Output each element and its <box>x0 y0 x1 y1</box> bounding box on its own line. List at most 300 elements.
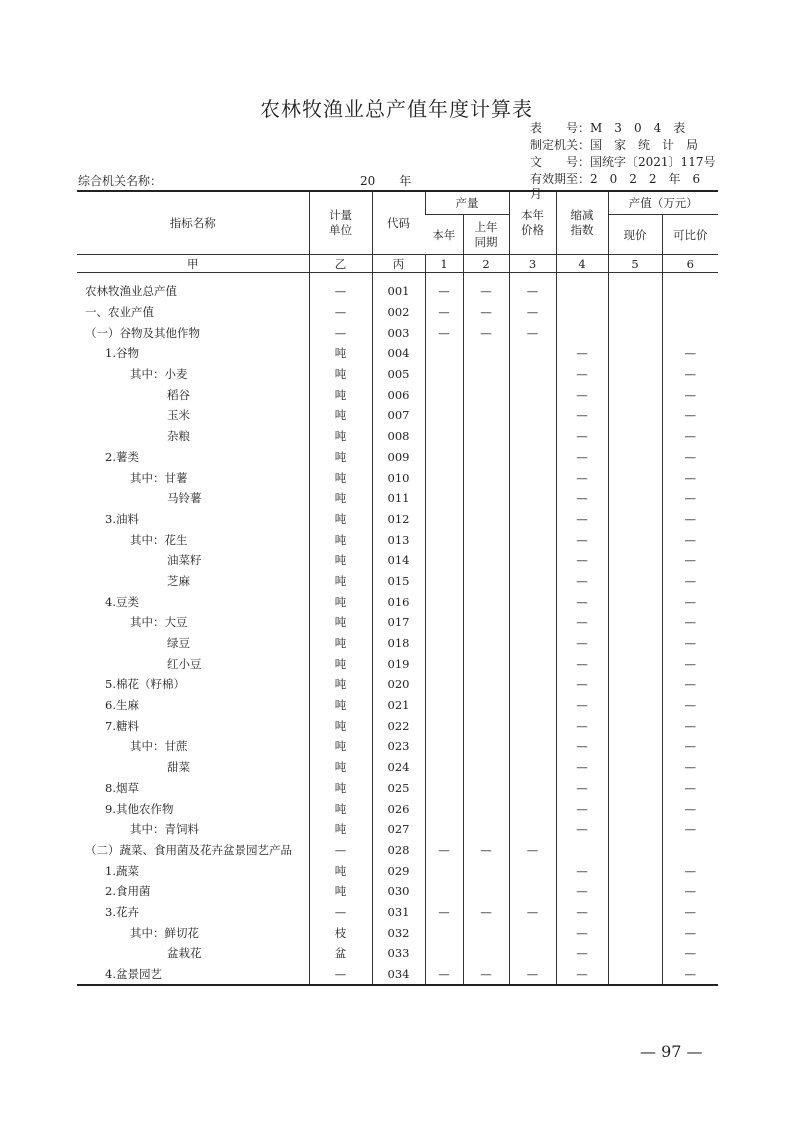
table-row <box>77 778 718 799</box>
row-deflator-text: — <box>576 511 588 526</box>
row-name-text: （一）谷物及其他作物 <box>85 325 200 340</box>
row-current-value <box>608 322 662 343</box>
row-price <box>509 860 556 881</box>
row-output-last-year <box>463 509 509 530</box>
row-price <box>509 902 556 923</box>
row-output-this-year <box>425 798 463 819</box>
table-row <box>77 591 718 612</box>
row-deflator <box>556 343 608 364</box>
row-name-text: 一、农业产值 <box>85 305 154 320</box>
row-unit-text: 吨 <box>334 615 347 630</box>
row-output-this-year <box>425 819 463 840</box>
row-output-last-year <box>463 736 509 757</box>
column-letter-row <box>77 255 718 273</box>
row-output-this-year <box>425 426 463 447</box>
row-unit-text: 吨 <box>334 573 347 588</box>
table-row <box>77 343 718 364</box>
table-row <box>77 964 718 986</box>
row-code <box>372 674 425 695</box>
row-deflator-text: — <box>576 636 588 651</box>
row-deflator-text: — <box>576 884 588 899</box>
row-current-value <box>608 302 662 323</box>
row-unit <box>309 612 372 633</box>
row-output-this-year <box>425 571 463 592</box>
row-unit-text: 吨 <box>334 656 347 671</box>
row-deflator <box>556 653 608 674</box>
row-name <box>77 529 309 550</box>
row-output-last-year <box>463 384 509 405</box>
table-row <box>77 322 718 343</box>
row-name-text: 其中：甘蔗 <box>130 739 188 754</box>
row-output-last-year-text: — <box>480 284 492 299</box>
row-code-text: 026 <box>387 801 410 816</box>
row-comparable-value-text: — <box>684 760 696 775</box>
row-unit-text: — <box>334 904 347 919</box>
row-unit <box>309 922 372 943</box>
row-name <box>77 819 309 840</box>
row-unit-text: 吨 <box>334 429 347 444</box>
row-code-text: 009 <box>387 449 410 464</box>
row-name-text: 1.蔬菜 <box>105 863 139 878</box>
row-unit <box>309 343 372 364</box>
row-comparable-value <box>662 736 718 757</box>
row-comparable-value <box>662 840 718 861</box>
row-deflator <box>556 426 608 447</box>
row-current-value <box>608 550 662 571</box>
row-price <box>509 467 556 488</box>
row-comparable-value-text: — <box>684 780 696 795</box>
row-output-this-year <box>425 591 463 612</box>
row-code <box>372 653 425 674</box>
row-comparable-value <box>662 405 718 426</box>
row-name <box>77 674 309 695</box>
row-code-text: 003 <box>387 325 410 340</box>
row-comparable-value-text: — <box>684 801 696 816</box>
row-deflator <box>556 964 608 986</box>
row-code <box>372 757 425 778</box>
row-name <box>77 405 309 426</box>
row-current-value <box>608 736 662 757</box>
row-current-value <box>608 778 662 799</box>
row-deflator-text: — <box>576 367 588 382</box>
row-name <box>77 736 309 757</box>
row-output-last-year-text: — <box>480 305 492 320</box>
row-name <box>77 964 309 986</box>
row-name-text: 8.烟草 <box>105 780 139 795</box>
row-output-last-year <box>463 550 509 571</box>
row-unit <box>309 405 372 426</box>
row-name <box>77 302 309 323</box>
row-comparable-value <box>662 715 718 736</box>
row-comparable-value-text: — <box>684 739 696 754</box>
row-output-last-year <box>463 322 509 343</box>
row-deflator-text: — <box>576 801 588 816</box>
report-year: 20 年 <box>360 174 412 188</box>
table-row <box>77 695 718 716</box>
row-code <box>372 778 425 799</box>
row-comparable-value-text: — <box>684 822 696 837</box>
row-price-text: — <box>526 842 539 857</box>
row-code-text: 017 <box>387 615 410 630</box>
document-number-label: 文 号： <box>530 155 591 169</box>
row-comparable-value <box>662 322 718 343</box>
row-code <box>372 964 425 986</box>
row-name-text: 2.薯类 <box>105 449 139 464</box>
row-comparable-value-text: — <box>684 925 696 940</box>
row-unit-text: 吨 <box>334 822 347 837</box>
row-comparable-value <box>662 591 718 612</box>
row-current-value <box>608 902 662 923</box>
row-output-last-year <box>463 571 509 592</box>
row-code-text: 012 <box>387 511 410 526</box>
table-row <box>77 840 718 861</box>
row-unit-text: 吨 <box>334 594 347 609</box>
row-current-value <box>608 881 662 902</box>
row-unit <box>309 322 372 343</box>
row-current-value <box>608 633 662 654</box>
row-unit <box>309 426 372 447</box>
row-output-last-year <box>463 273 509 302</box>
row-unit <box>309 819 372 840</box>
row-output-last-year <box>463 819 509 840</box>
row-code <box>372 571 425 592</box>
row-code <box>372 384 425 405</box>
row-current-value <box>608 364 662 385</box>
row-current-value <box>608 819 662 840</box>
row-unit <box>309 715 372 736</box>
row-comparable-value <box>662 426 718 447</box>
row-deflator <box>556 529 608 550</box>
header-price-text: 本年价格 <box>521 208 544 237</box>
row-deflator-text: — <box>576 739 588 754</box>
row-name-text: 9.其他农作物 <box>105 801 174 816</box>
row-name-text: 盆栽花 <box>167 946 202 961</box>
row-unit <box>309 364 372 385</box>
row-name-text: 其中：大豆 <box>130 615 188 630</box>
row-deflator <box>556 550 608 571</box>
table-row <box>77 653 718 674</box>
column-letter: 丙 <box>372 255 425 273</box>
header-deflator-text: 缩减指数 <box>570 208 594 237</box>
row-unit-text: 吨 <box>334 636 347 651</box>
row-output-this-year <box>425 778 463 799</box>
row-code-text: 024 <box>387 760 410 775</box>
row-current-value <box>608 922 662 943</box>
row-unit <box>309 633 372 654</box>
row-deflator-text: — <box>576 967 588 982</box>
row-name-text: 2.食用菌 <box>105 884 151 899</box>
row-output-this-year <box>425 840 463 861</box>
table-body <box>77 273 718 986</box>
form-number-label: 表 号： <box>530 121 591 135</box>
row-code-text: 018 <box>387 636 410 651</box>
row-output-this-year <box>425 902 463 923</box>
table-row <box>77 819 718 840</box>
row-deflator <box>556 612 608 633</box>
row-price-text: — <box>526 284 539 299</box>
row-deflator <box>556 447 608 468</box>
row-name-text: 4.盆景园艺 <box>105 967 162 982</box>
row-unit <box>309 757 372 778</box>
row-name <box>77 447 309 468</box>
table-row <box>77 860 718 881</box>
row-output-this-year <box>425 467 463 488</box>
row-deflator-text: — <box>576 553 588 568</box>
row-comparable-value-text: — <box>684 884 696 899</box>
row-name <box>77 902 309 923</box>
row-output-this-year <box>425 674 463 695</box>
row-deflator-text: — <box>576 780 588 795</box>
row-unit-text: 吨 <box>334 780 347 795</box>
row-price-text: — <box>526 305 539 320</box>
row-unit-text: 吨 <box>334 739 347 754</box>
row-deflator-text: — <box>576 449 588 464</box>
table-row <box>77 447 718 468</box>
header-last-year <box>463 215 509 255</box>
row-price <box>509 840 556 861</box>
row-price <box>509 302 556 323</box>
row-output-last-year <box>463 695 509 716</box>
row-price <box>509 674 556 695</box>
row-output-this-year <box>425 488 463 509</box>
row-unit-text: 吨 <box>334 491 347 506</box>
row-comparable-value-text: — <box>684 387 696 402</box>
row-comparable-value-text: — <box>684 367 696 382</box>
row-comparable-value <box>662 571 718 592</box>
row-current-value <box>608 798 662 819</box>
row-output-last-year <box>463 902 509 923</box>
row-price <box>509 364 556 385</box>
row-current-value <box>608 943 662 964</box>
row-comparable-value-text: — <box>684 429 696 444</box>
row-code-text: 006 <box>387 387 410 402</box>
row-deflator <box>556 695 608 716</box>
row-code-text: 033 <box>387 946 410 961</box>
row-output-last-year <box>463 653 509 674</box>
table-row <box>77 902 718 923</box>
row-code <box>372 633 425 654</box>
row-code <box>372 902 425 923</box>
row-code <box>372 467 425 488</box>
row-unit <box>309 902 372 923</box>
row-comparable-value <box>662 922 718 943</box>
row-deflator <box>556 840 608 861</box>
table-row <box>77 509 718 530</box>
row-current-value <box>608 715 662 736</box>
row-comparable-value <box>662 943 718 964</box>
row-code <box>372 612 425 633</box>
row-deflator-text: — <box>576 429 588 444</box>
row-name-text: 玉米 <box>167 408 190 423</box>
row-deflator <box>556 364 608 385</box>
row-comparable-value <box>662 488 718 509</box>
row-output-last-year <box>463 633 509 654</box>
row-output-this-year-text: — <box>438 305 450 320</box>
row-code-text: 004 <box>387 346 410 361</box>
row-code-text: 034 <box>387 967 410 982</box>
row-output-this-year <box>425 922 463 943</box>
row-unit-text: — <box>334 842 347 857</box>
row-price <box>509 819 556 840</box>
row-comparable-value-text: — <box>684 656 696 671</box>
row-code-text: 029 <box>387 863 410 878</box>
row-deflator <box>556 273 608 302</box>
row-unit-text: 吨 <box>334 367 347 382</box>
row-comparable-value <box>662 778 718 799</box>
row-code <box>372 695 425 716</box>
row-unit-text: 吨 <box>334 346 347 361</box>
row-code <box>372 322 425 343</box>
row-comparable-value-text: — <box>684 408 696 423</box>
row-deflator-text: — <box>576 760 588 775</box>
row-name <box>77 364 309 385</box>
table-row <box>77 612 718 633</box>
page-number: — 97 — <box>640 1042 703 1061</box>
column-letter: 甲 <box>77 255 309 273</box>
row-code-text: 025 <box>387 780 410 795</box>
row-unit <box>309 273 372 302</box>
row-code-text: 028 <box>387 842 410 857</box>
row-code <box>372 405 425 426</box>
row-output-this-year <box>425 653 463 674</box>
row-output-last-year <box>463 778 509 799</box>
row-code-text: 031 <box>387 904 410 919</box>
row-unit <box>309 840 372 861</box>
row-deflator-text: — <box>576 863 588 878</box>
row-deflator-text: — <box>576 946 588 961</box>
row-comparable-value-text: — <box>684 491 696 506</box>
row-unit <box>309 447 372 468</box>
row-unit <box>309 964 372 986</box>
row-comparable-value-text: — <box>684 346 696 361</box>
row-price-text: — <box>526 325 539 340</box>
row-current-value <box>608 384 662 405</box>
row-comparable-value-text: — <box>684 718 696 733</box>
row-name-text: 3.花卉 <box>105 904 139 919</box>
row-name-text: 其中：花生 <box>130 532 188 547</box>
row-output-this-year <box>425 447 463 468</box>
row-name <box>77 840 309 861</box>
row-comparable-value-text: — <box>684 511 696 526</box>
row-code <box>372 798 425 819</box>
row-output-last-year <box>463 447 509 468</box>
column-letter: 4 <box>556 255 608 273</box>
row-name <box>77 633 309 654</box>
row-comparable-value <box>662 695 718 716</box>
table-row <box>77 943 718 964</box>
row-comparable-value <box>662 798 718 819</box>
row-unit-text: 吨 <box>334 718 347 733</box>
row-current-value <box>608 674 662 695</box>
row-comparable-value <box>662 653 718 674</box>
row-code-text: 001 <box>387 284 410 299</box>
table-row <box>77 529 718 550</box>
org-name-label: 综合机关名称： <box>78 174 163 188</box>
row-deflator <box>556 571 608 592</box>
row-comparable-value <box>662 902 718 923</box>
row-current-value <box>608 860 662 881</box>
row-comparable-value <box>662 384 718 405</box>
row-output-this-year <box>425 860 463 881</box>
row-current-value <box>608 964 662 986</box>
row-comparable-value-text: — <box>684 615 696 630</box>
row-comparable-value <box>662 633 718 654</box>
row-deflator-text: — <box>576 573 588 588</box>
row-price <box>509 571 556 592</box>
row-name-text: 油菜籽 <box>167 553 202 568</box>
row-code-text: 032 <box>387 925 410 940</box>
row-output-this-year <box>425 612 463 633</box>
row-code-text: 021 <box>387 698 410 713</box>
row-price <box>509 273 556 302</box>
row-comparable-value <box>662 529 718 550</box>
row-deflator <box>556 902 608 923</box>
row-output-this-year-text: — <box>438 284 450 299</box>
row-price <box>509 322 556 343</box>
row-deflator <box>556 467 608 488</box>
header-this-year: 本年 <box>425 215 463 255</box>
row-comparable-value-text: — <box>684 470 696 485</box>
row-code <box>372 819 425 840</box>
row-unit-text: — <box>334 967 347 982</box>
row-name-text: 6.生麻 <box>105 698 139 713</box>
row-unit-text: 吨 <box>334 387 347 402</box>
row-name-text: （二）蔬菜、食用菌及花卉盆景园艺产品 <box>85 842 292 857</box>
row-code <box>372 860 425 881</box>
row-name <box>77 653 309 674</box>
row-current-value <box>608 612 662 633</box>
row-output-last-year <box>463 612 509 633</box>
row-unit-text: 吨 <box>334 760 347 775</box>
row-output-last-year <box>463 467 509 488</box>
row-output-last-year <box>463 840 509 861</box>
row-deflator <box>556 757 608 778</box>
row-unit <box>309 695 372 716</box>
row-price <box>509 447 556 468</box>
row-code <box>372 343 425 364</box>
row-name-text: 5.棉花（籽棉） <box>105 677 185 692</box>
row-name <box>77 488 309 509</box>
row-name-text: 芝麻 <box>167 573 190 588</box>
row-output-this-year <box>425 529 463 550</box>
table-row <box>77 273 718 302</box>
row-deflator <box>556 860 608 881</box>
row-comparable-value <box>662 509 718 530</box>
row-deflator <box>556 881 608 902</box>
row-name-text: 红小豆 <box>167 656 202 671</box>
row-code-text: 010 <box>387 470 410 485</box>
row-unit <box>309 488 372 509</box>
row-code-text: 008 <box>387 429 410 444</box>
row-name <box>77 426 309 447</box>
header-comparable-price: 可比价 <box>662 215 718 255</box>
row-deflator <box>556 488 608 509</box>
row-unit-text: 枝 <box>334 925 347 940</box>
table-row <box>77 571 718 592</box>
row-price <box>509 426 556 447</box>
row-output-last-year <box>463 881 509 902</box>
header-deflator <box>556 191 608 255</box>
row-deflator <box>556 819 608 840</box>
row-code-text: 020 <box>387 677 410 692</box>
row-current-value <box>608 488 662 509</box>
row-unit <box>309 550 372 571</box>
row-deflator-text: — <box>576 470 588 485</box>
row-output-this-year <box>425 736 463 757</box>
row-name <box>77 571 309 592</box>
row-comparable-value <box>662 550 718 571</box>
row-deflator-text: — <box>576 594 588 609</box>
